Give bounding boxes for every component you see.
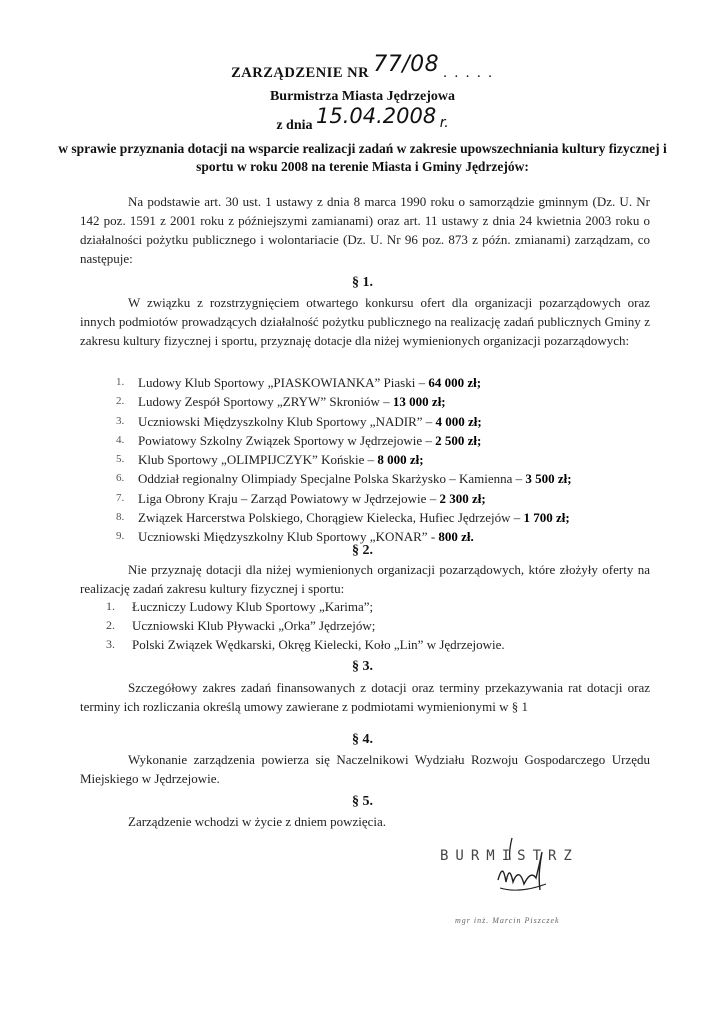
section-5-heading: § 5. [352,794,373,809]
section-3-text: Szczegółowy zakres zadań finansowanych z dotacji oraz terminy przekazywania rat dotacji oraz terminy ich rozliczania określą umowy zawierane z podmiotami wymienionymi w § 1 [80,680,650,714]
list-item: 6. Oddział regionalny Olimpiady Specjalne Polska Skarżysko – Kamienna – 3 500 zł; [116,471,572,487]
list-item: 2. Uczniowski Klub Pływacki „Orka” Jędrzejów; [106,618,376,633]
section-2-intro: Nie przyznaję dotacji dla niżej wymienionych organizacji pozarządowych, które złożyły oferty na realizację zadań zakresu kultury fizycznej i sportu: [80,562,650,596]
grants-list [116,373,676,547]
grant-amount: 2 300 zł; [439,490,486,506]
section-4-text: Wykonanie zarządzenia powierza się Naczelnikowi Wydziału Rozwoju Gospodarczego Urzędu Miejskiego w Jędrzejowie. [80,752,650,786]
grant-amount: 2 500 zł; [435,432,482,448]
document-subject: w sprawie przyznania dotacji na wsparcie realizacji zadań w zakresie upowszechniania kultury fizycznej i sportu w roku 2008 na terenie Miasta i Gminy Jędrzejów: [58,141,667,174]
section-2-heading: § 2. [352,543,373,558]
handwritten-number: 77/08 [373,52,440,77]
grant-amount: 1 700 zł; [523,510,570,526]
grant-amount: 8 000 zł; [377,452,424,468]
stamp-name: mgr inż. Marcin Piszczek [455,916,560,925]
list-item: 3. Polski Związek Wędkarski, Okręg Kielecki, Koło „Lin” w Jędrzejowie. [106,637,505,652]
list-item: 1. Łuczniczy Ludowy Klub Sportowy „Karima”; [106,599,374,614]
list-item: 8. Związek Harcerstwa Polskiego, Chorągiew Kielecka, Hufiec Jędrzejów – 1 700 zł; [116,510,570,526]
list-item: 7. Liga Obrony Kraju – Zarząd Powiatowy w Jędrzejowie – 2 300 zł; [116,490,486,506]
section-1-heading: § 1. [352,275,373,290]
handwritten-date: 15.04.2008 [316,104,437,128]
document-date [0,104,725,134]
grant-amount: 800 zł. [438,529,474,545]
rejected-list [106,597,666,654]
title-prefix: ZARZĄDZENIE NR [231,65,370,81]
list-item: 5. Klub Sportowy „OLIMPIJCZYK” Końskie – 8 000 zł; [116,452,424,468]
title-dots: . . . . . [443,65,494,81]
section-3-heading: § 3. [352,659,373,674]
section-4-heading: § 4. [352,732,373,747]
issuing-authority: Burmistrza Miasta Jędrzejowa [269,89,456,104]
grant-amount: 13 000 zł; [392,394,446,410]
section-1-intro: W związku z rozstrzygnięciem otwartego konkursu ofert dla organizacji pozarządowych oraz innych podmiotów prowadzących działalność pożytku publicznego na realizację zadań publicznych Gminy z zakresu kultury fizycznej i sportu, przyznaję dotacje dla niżej wymienionych organizacji pozarządowych: [80,295,650,348]
grant-amount: 3 500 zł; [525,471,572,487]
mayor-stamp: BURMISTRZ [440,848,579,864]
section-5-text: Zarządzenie wchodzi w życie z dniem powzięcia. [128,814,387,829]
list-item: 2. Ludowy Zespół Sportowy „ZRYW” Skroniów – 13 000 zł; [116,394,446,410]
grant-amount: 4 000 zł; [435,413,482,429]
date-suffix: r. [439,115,449,131]
preamble: Na podstawie art. 30 ust. 1 ustawy z dnia 8 marca 1990 roku o samorządzie gminnym (Dz. U. Nr 142 poz. 1591 z 2001 roku z późniejszymi zamianami) oraz art. 11 ustawy z dnia 24 kwietnia 2003 roku o działalności pożytku publicznego i wolontariacie (Dz. U. Nr 96 poz. 873 z późn. zmianami) zarządzam, co następuje: [80,194,650,266]
handwritten-signature [480,832,570,912]
list-item: 1. Ludowy Klub Sportowy „PIASKOWIANKA” Piaski – 64 000 zł; [116,375,482,390]
document-title [0,52,725,83]
list-item: 3. Uczniowski Międzyszkolny Klub Sportowy „NADIR” – 4 000 zł; [116,413,482,429]
list-item: 4. Powiatowy Szkolny Związek Sportowy w Jędrzejowie – 2 500 zł; [116,432,482,448]
grant-amount: 64 000 zł; [428,375,482,390]
list-item: 9. Uczniowski Międzyszkolny Klub Sportowy „KONAR” - 800 zł. [116,529,474,545]
date-prefix: z dnia [276,118,313,133]
